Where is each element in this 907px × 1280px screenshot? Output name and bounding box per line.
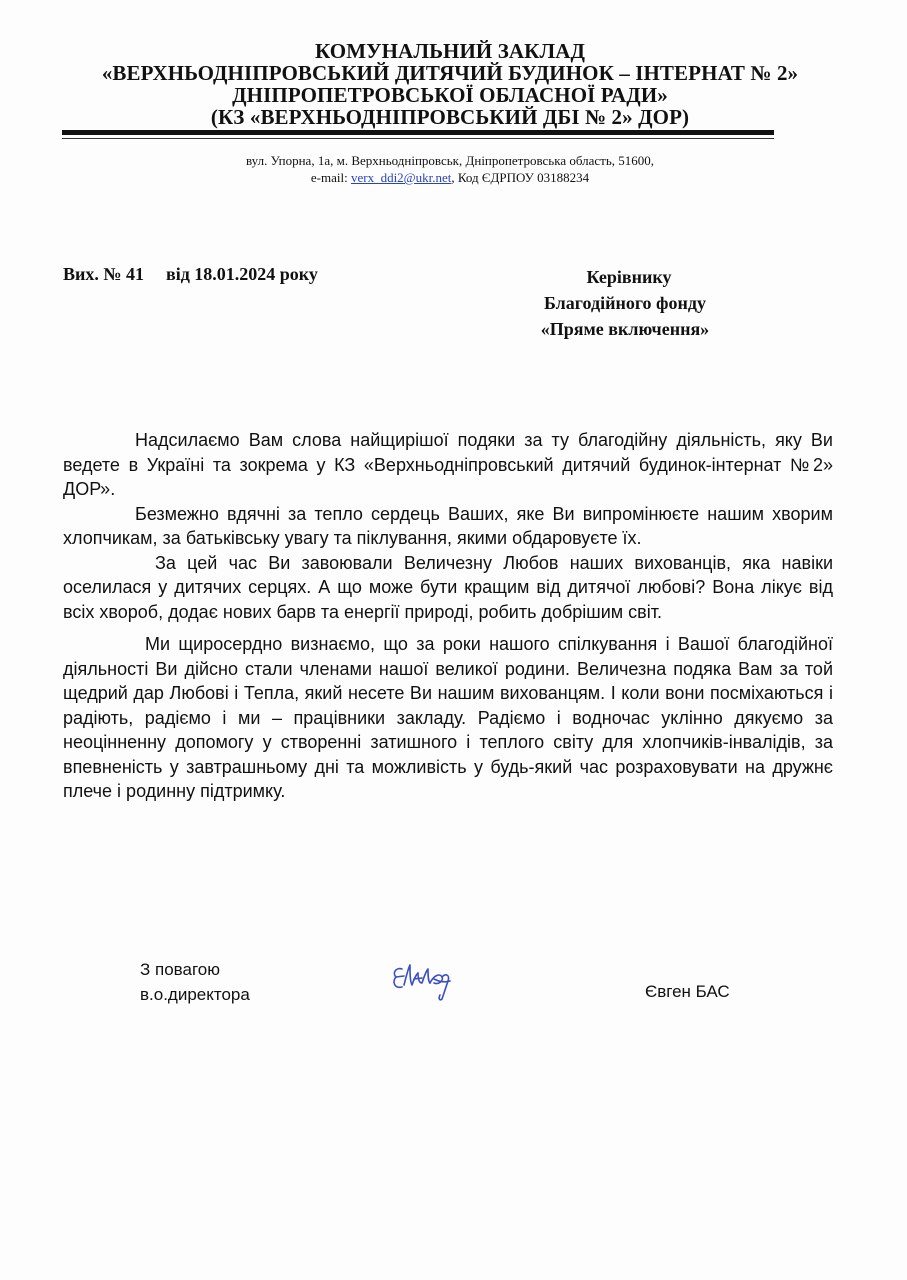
edrpou-code: , Код ЄДРПОУ 03188234 (451, 170, 590, 185)
signer-name: Євген БАС (645, 982, 730, 1001)
closing-regards: З повагою (140, 960, 220, 979)
address-block (150, 152, 750, 186)
letterhead-line-4: (КЗ «ВЕРХНЬОДНІПРОВСЬКИЙ ДБІ № 2» ДОР) (210, 105, 690, 129)
address-line: вул. Упорна, 1а, м. Верхньодніпровськ, Дніпропетровська область, 51600, (245, 153, 655, 168)
outgoing-number (63, 264, 318, 285)
letterhead-rule-thick (62, 130, 774, 135)
email-link[interactable]: verx_ddi2@ukr.net (350, 170, 452, 185)
letterhead-line-2: «ВЕРХНЬОДНІПРОВСЬКИЙ ДИТЯЧИЙ БУДИНОК – ІНТЕРНАТ № 2» (101, 61, 799, 85)
closing-position: в.о.директора (140, 985, 250, 1004)
recipient-line-3: «Пряме включення» (540, 319, 710, 339)
outgoing-number-value: Вих. № 41 (63, 264, 144, 284)
recipient-line-1: Керівнику (586, 267, 672, 287)
letter-body (63, 428, 833, 804)
letterhead-line-1: КОМУНАЛЬНИЙ ЗАКЛАД (314, 39, 586, 63)
letterhead-line-3: ДНІПРОПЕТРОВСЬКОЇ ОБЛАСНОЇ РАДИ» (232, 83, 668, 107)
body-paragraph-2: Безмежно вдячні за тепло сердець Ваших, яке Ви випромінюєте нашим хворим хлопчикам, за батьківську увагу та піклування, якими обдаровуєте їх. (63, 503, 833, 548)
body-paragraph-1: Надсилаємо Вам слова найщирішої подяки за ту благодійну діяльність, яку Ви ведете в Україні та зокрема у КЗ «Верхньодніпровський дитячий будинок-інтернат №2» ДОР». (63, 430, 833, 499)
letterhead-rule-thin (62, 138, 774, 139)
letterhead (60, 40, 840, 128)
body-paragraph-4: Ми щиросердно визнаємо, що за роки нашого спілкування і Вашої благодійної діяльності Ви дійсно стали членами нашої великої родини. Величезна подяка Вам за той щедрий дар Любові і Тепла, який несете Ви нашим вихованцям. І коли вони посміхаються і радіють, радіємо і ми – працівники закладу. Радіємо і водночас уклінно дякуємо за неоцінненну допомогу у створенні затишного і теплого світу для хлопчиків-інвалідів, за впевненість у завтрашньому дні та можливість у будь-який час розраховувати на дружнє плече і родинну підтримку. (63, 634, 833, 801)
closing-block (140, 957, 250, 1007)
outgoing-date: від 18.01.2024 року (165, 264, 318, 284)
email-label: e-mail: (310, 170, 351, 185)
body-paragraph-3: За цей час Ви завоювали Величезну Любов наших вихованців, яка навіки оселилася у дитячих серцях. А що може бути кращим від дитячої любові? Вона лікує від всіх хвороб, додає нових барв та енергії природі, робить добрішим світ. (63, 552, 833, 622)
handwritten-signature (388, 955, 468, 1005)
recipient-line-2: Благодійного фонду (544, 293, 706, 313)
recipient-block (510, 264, 740, 342)
contact-line (150, 169, 750, 186)
